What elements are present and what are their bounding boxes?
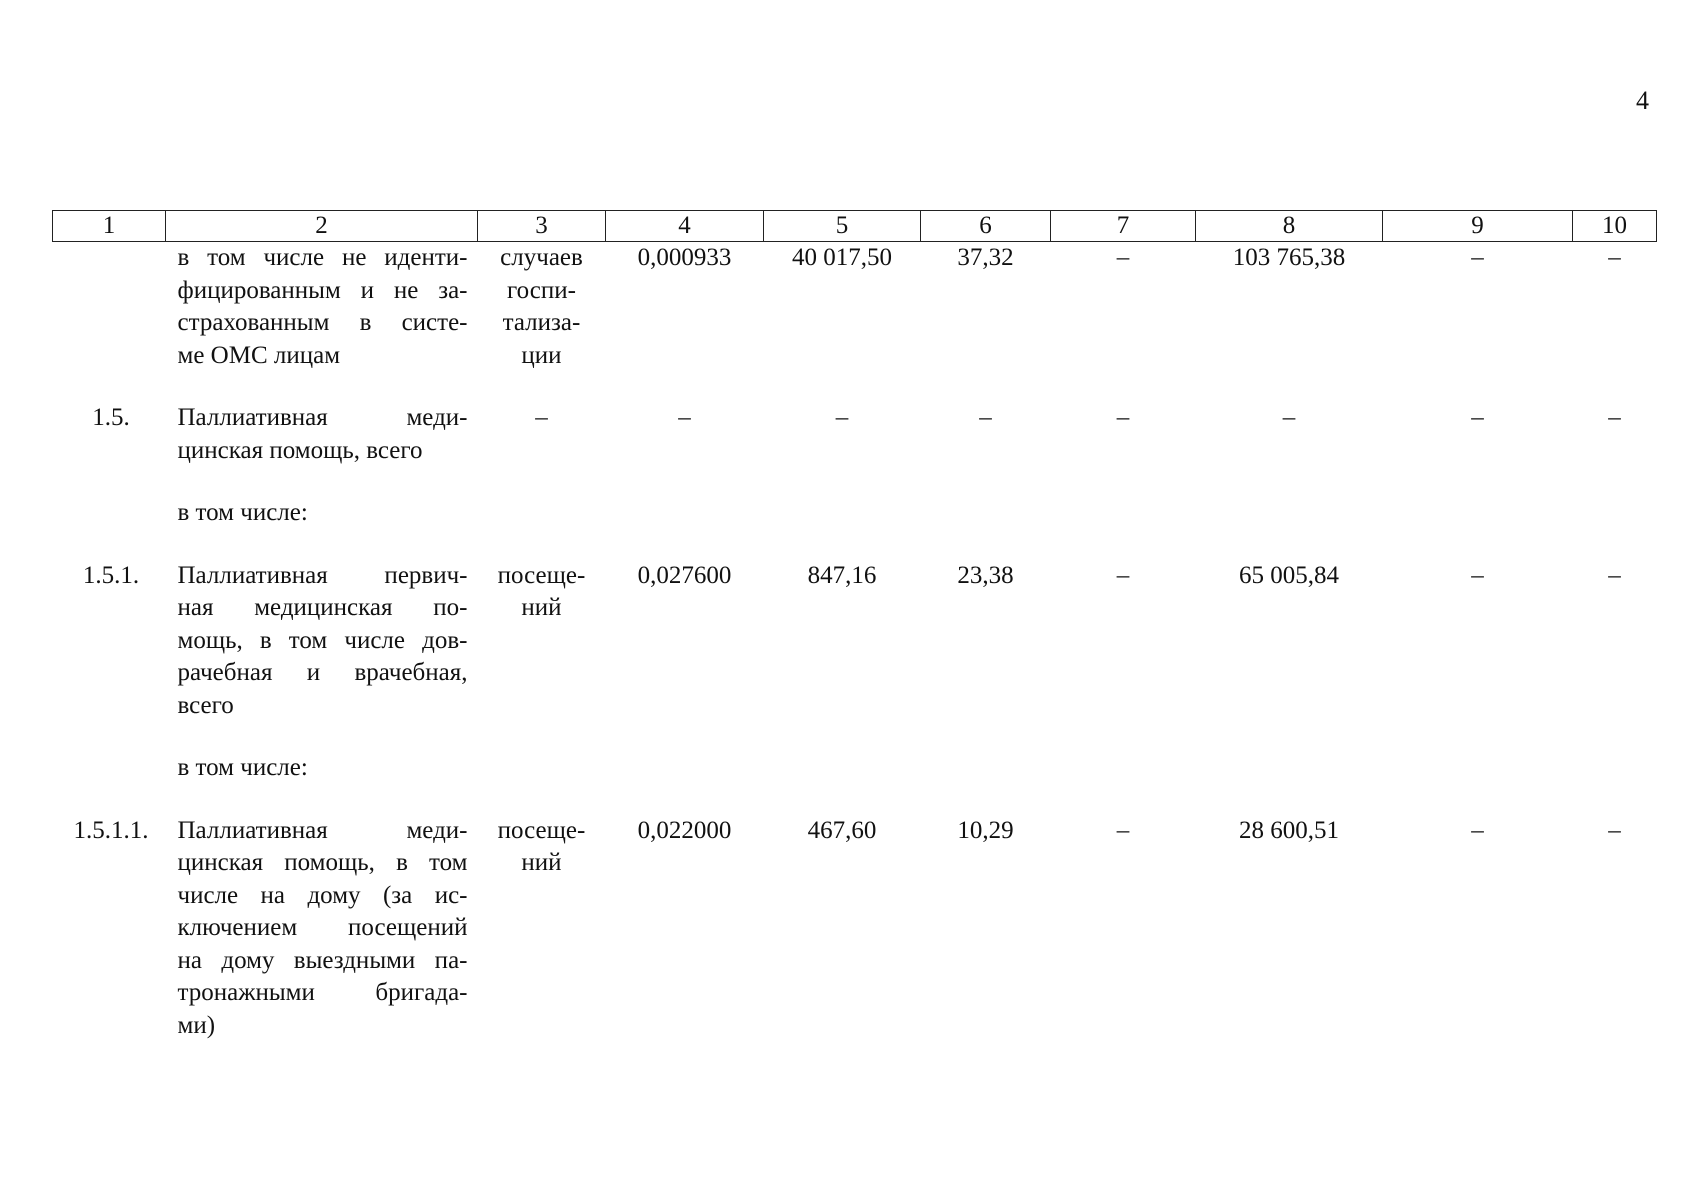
row-name-line: Паллиативная меди-	[177, 816, 468, 844]
table-row	[53, 752, 1657, 815]
row-unit	[478, 497, 606, 560]
row-unit-line: –	[535, 404, 548, 431]
row-unit	[478, 560, 606, 753]
row-value-col-4	[606, 752, 764, 815]
row-name-line: рачебная и врачебная,	[177, 659, 468, 686]
row-name-line: в том числе не иденти-	[177, 244, 468, 271]
row-value-col-10	[1573, 752, 1657, 815]
table-body	[53, 242, 1657, 1073]
row-name-line: страхованным в систе-	[177, 309, 468, 336]
row-value-col-7: –	[1116, 244, 1130, 271]
table-row	[53, 815, 1657, 1073]
row-value-col-5: –	[835, 404, 849, 431]
row-name	[166, 402, 478, 497]
column-header-1: 1	[53, 211, 166, 242]
row-name	[166, 560, 478, 753]
row-value-col-6	[921, 752, 1051, 815]
row-number: 1.5.1.1.	[73, 816, 149, 844]
table-row	[53, 242, 1657, 403]
row-value-col-7: –	[1116, 404, 1130, 431]
row-value-col-9: –	[1471, 404, 1484, 431]
row-value-col-8	[1196, 497, 1383, 560]
page-number: 4	[1636, 86, 1649, 115]
row-unit	[478, 815, 606, 1073]
row-value-col-5: 40 017,50	[792, 244, 892, 271]
row-name-line: ключением посещений	[177, 914, 468, 941]
row-value-col-6: 23,38	[957, 561, 1014, 589]
financial-norms-table	[52, 210, 1657, 1072]
row-number: 1.5.1.	[82, 561, 140, 589]
column-header-2: 2	[166, 211, 478, 242]
row-unit-line: ний	[521, 594, 562, 621]
row-unit-line: случаев	[500, 244, 583, 271]
row-value-col-4: 0,000933	[637, 244, 732, 271]
row-unit-line: ции	[521, 341, 562, 369]
row-name-line: тронажными бригада-	[177, 979, 468, 1006]
row-value-col-10	[1573, 497, 1657, 560]
column-header-4: 4	[606, 211, 764, 242]
table-row	[53, 497, 1657, 560]
row-value-col-8: 28 600,51	[1239, 816, 1339, 844]
row-value-col-9: –	[1471, 816, 1484, 844]
row-name-line: цинская помощь, всего	[177, 436, 423, 464]
row-name-line: всего	[177, 691, 234, 719]
row-number	[53, 752, 166, 815]
row-name-line: ме ОМС лицам	[177, 341, 341, 369]
column-header-8: 8	[1196, 211, 1383, 242]
row-unit	[478, 402, 606, 497]
column-header-7: 7	[1051, 211, 1196, 242]
row-value-col-5: 847,16	[807, 561, 877, 589]
row-value-col-10: –	[1608, 561, 1621, 589]
row-unit-line: ний	[521, 849, 562, 876]
row-unit-line: тализа-	[502, 309, 581, 336]
table-row	[53, 402, 1657, 497]
row-value-col-7: –	[1116, 816, 1130, 844]
row-value-col-10: –	[1608, 404, 1621, 431]
row-unit-line: посеще-	[497, 816, 586, 844]
row-value-col-4	[606, 497, 764, 560]
row-name-line: Паллиативная меди-	[177, 404, 468, 431]
row-value-col-9: –	[1471, 561, 1484, 589]
row-value-col-6	[921, 497, 1051, 560]
row-name-line: Паллиативная первич-	[177, 561, 468, 589]
column-header-6: 6	[921, 211, 1051, 242]
table-row	[53, 560, 1657, 753]
row-value-col-4: 0,022000	[637, 816, 732, 844]
row-value-col-9: –	[1471, 244, 1484, 271]
row-name	[166, 815, 478, 1073]
column-header-3: 3	[478, 211, 606, 242]
row-value-col-4: –	[678, 404, 691, 431]
row-number	[53, 242, 166, 403]
row-name-line: цинская помощь, в том	[177, 849, 468, 876]
row-unit	[478, 242, 606, 403]
row-value-col-7	[1051, 752, 1196, 815]
row-name-line: ми)	[177, 1011, 216, 1039]
row-name-line: числе на дому (за ис-	[177, 881, 468, 909]
row-name	[166, 497, 478, 560]
row-value-col-9	[1383, 752, 1573, 815]
row-value-col-5	[764, 497, 921, 560]
row-value-col-5	[764, 752, 921, 815]
row-name	[166, 242, 478, 403]
row-value-col-6: 10,29	[957, 816, 1014, 844]
row-name-line: в том числе:	[177, 754, 308, 781]
row-name-line: в том числе:	[177, 499, 308, 526]
column-number-header	[53, 211, 1657, 242]
row-value-col-8: 103 765,38	[1232, 244, 1346, 271]
row-unit-line: посеще-	[497, 561, 586, 589]
row-value-col-7: –	[1116, 561, 1130, 589]
row-name	[166, 752, 478, 815]
row-value-col-8	[1196, 752, 1383, 815]
row-value-col-10: –	[1608, 816, 1621, 844]
row-value-col-5: 467,60	[807, 816, 877, 844]
row-value-col-6: 37,32	[957, 244, 1014, 271]
column-header-10: 10	[1573, 211, 1657, 242]
row-value-col-6: –	[979, 404, 992, 431]
row-name-line: ная медицинская по-	[177, 594, 468, 621]
row-value-col-9	[1383, 497, 1573, 560]
row-number	[53, 497, 166, 560]
row-value-col-8: 65 005,84	[1239, 561, 1339, 589]
column-header-5: 5	[764, 211, 921, 242]
row-value-col-4: 0,027600	[637, 561, 732, 589]
row-name-line: мощь, в том числе дов-	[177, 626, 468, 654]
row-name-line: на дому выездными па-	[177, 946, 468, 974]
row-value-col-10: –	[1608, 244, 1621, 271]
row-name-line: фицированным и не за-	[177, 276, 468, 304]
row-number: 1.5.	[92, 404, 130, 431]
row-value-col-7	[1051, 497, 1196, 560]
row-value-col-8: –	[1282, 404, 1296, 431]
row-unit	[478, 752, 606, 815]
row-unit-line: госпи-	[507, 276, 576, 304]
column-header-9: 9	[1383, 211, 1573, 242]
